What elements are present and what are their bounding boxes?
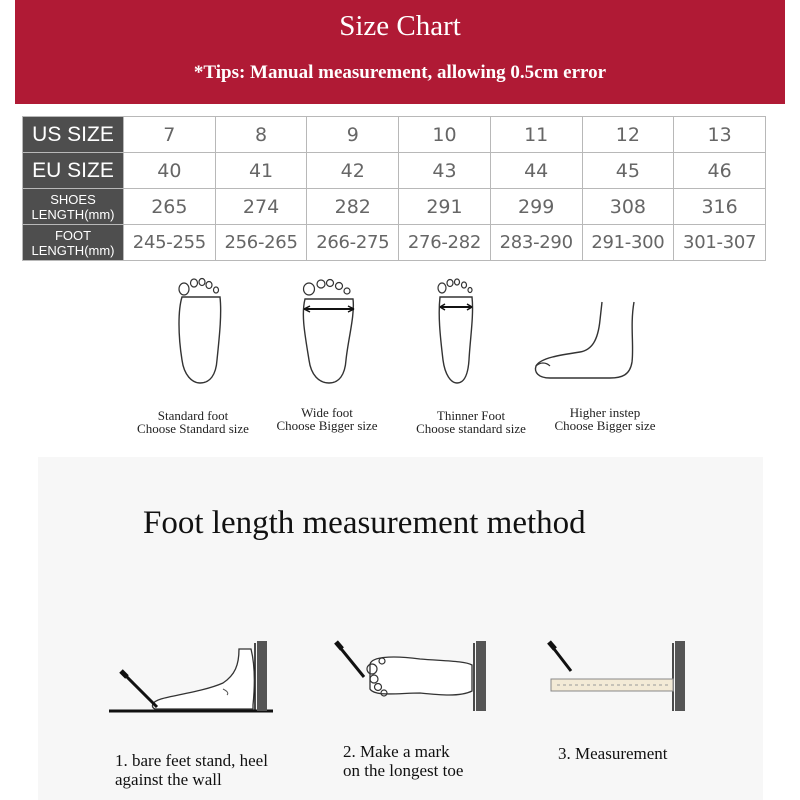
row-header-us-size: US SIZE — [23, 117, 124, 153]
table-cell: 282 — [307, 189, 399, 225]
table-cell: 266-275 — [307, 225, 399, 261]
foot-type-caption — [530, 406, 680, 432]
table-cell: 11 — [490, 117, 582, 153]
table-cell: 301-307 — [674, 225, 766, 261]
table-row-foot-length — [23, 225, 766, 261]
standard-foot-illustration — [170, 275, 230, 387]
table-cell: 245-255 — [124, 225, 216, 261]
page-title: Size Chart — [339, 10, 461, 42]
step-line: 3. Measurement — [558, 744, 668, 763]
step-line: against the wall — [115, 770, 222, 789]
table-cell: 265 — [124, 189, 216, 225]
table-cell: 256-265 — [215, 225, 307, 261]
step-1-text — [115, 751, 268, 789]
table-cell: 274 — [215, 189, 307, 225]
table-cell: 13 — [674, 117, 766, 153]
step3-illustration — [545, 635, 695, 715]
foot-type-caption — [252, 406, 402, 432]
table-cell: 45 — [582, 153, 674, 189]
row-header-line: FOOT — [54, 227, 92, 243]
method-title: Foot length measurement method — [143, 505, 586, 541]
thinner-foot-illustration — [430, 275, 480, 387]
caption-line: Thinner Foot — [436, 408, 506, 423]
step-2-text — [343, 742, 463, 780]
size-table — [22, 116, 766, 261]
table-cell: 12 — [582, 117, 674, 153]
wide-foot-illustration — [295, 275, 365, 387]
table-cell: 276-282 — [399, 225, 491, 261]
table-cell: 40 — [124, 153, 216, 189]
table-cell: 43 — [399, 153, 491, 189]
row-header-line: LENGTH(mm) — [31, 206, 115, 222]
table-cell: 44 — [490, 153, 582, 189]
step-line: on the longest toe — [343, 761, 464, 780]
caption-line: Standard foot — [157, 408, 229, 423]
table-cell: 291 — [399, 189, 491, 225]
table-cell: 42 — [307, 153, 399, 189]
high-instep-foot-illustration — [530, 300, 640, 385]
table-cell: 41 — [215, 153, 307, 189]
step-3-text — [558, 744, 668, 763]
row-header-shoes-length — [23, 189, 124, 225]
table-cell: 291-300 — [582, 225, 674, 261]
measurement-tip: *Tips: Manual measurement, allowing 0.5cm error — [193, 62, 607, 83]
caption-line: Choose Standard size — [137, 421, 249, 436]
caption-line: Choose Bigger size — [276, 418, 378, 433]
step2-illustration — [330, 635, 490, 715]
row-header-eu-size: EU SIZE — [23, 153, 124, 189]
foot-type-caption — [118, 409, 268, 435]
header-banner — [15, 0, 785, 104]
step-line: 1. bare feet stand, heel — [115, 751, 268, 770]
table-cell: 10 — [399, 117, 491, 153]
table-cell: 8 — [215, 117, 307, 153]
table-row-us-size — [23, 117, 766, 153]
table-cell: 299 — [490, 189, 582, 225]
table-cell: 283-290 — [490, 225, 582, 261]
caption-line: Choose standard size — [416, 421, 526, 436]
table-cell: 316 — [674, 189, 766, 225]
table-cell: 308 — [582, 189, 674, 225]
table-cell: 9 — [307, 117, 399, 153]
caption-line: Higher instep — [569, 405, 641, 420]
row-header-line: LENGTH(mm) — [31, 242, 115, 258]
step-line: 2. Make a mark — [343, 742, 450, 761]
table-row-eu-size — [23, 153, 766, 189]
step1-illustration — [105, 635, 275, 715]
foot-type-caption — [396, 409, 546, 435]
row-header-line: SHOES — [50, 191, 96, 207]
table-row-shoes-length — [23, 189, 766, 225]
caption-line: Choose Bigger size — [554, 418, 656, 433]
table-cell: 7 — [124, 117, 216, 153]
table-cell: 46 — [674, 153, 766, 189]
row-header-foot-length — [23, 225, 124, 261]
caption-line: Wide foot — [301, 405, 353, 420]
